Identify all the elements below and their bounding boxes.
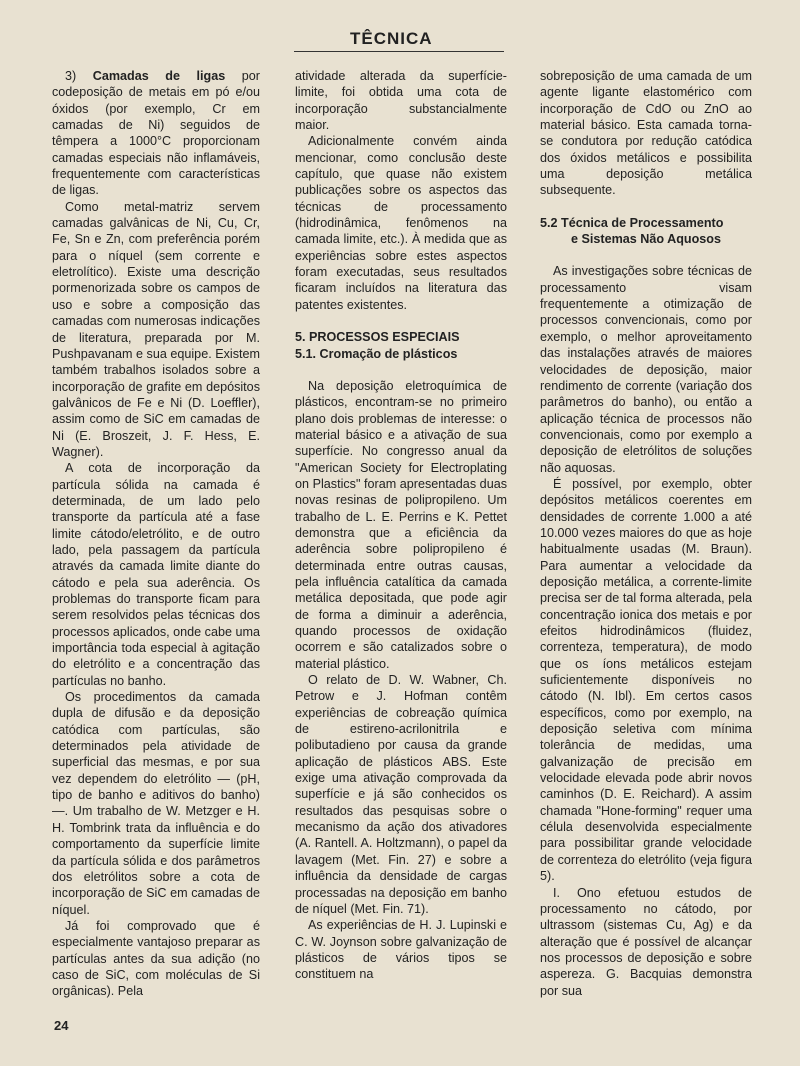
term-camadas-de-ligas: Camadas de ligas [92,69,226,83]
paragraph-relato-wabner: O relato de D. W. Wabner, Ch. Petrow e J. Hofman contêm experiências de cobreação química de estireno-acrilonitrila e polibutadieno por causa da grande aplicação de plásticos ABS. Este exige uma ativação comprovada da superfície e já são conhecidos os resultados das pesquisas sobre o mecanismo da ação dos ativadores (A. Rantell. A. Holtzmann), o papel da lavagem (Met. Fin. 27) e sobre a influência da densidade de cargas processadas na deposição em banho de níquel (Met. Fin. 71). [295,673,507,916]
paragraph-continuation: sobreposição de uma camada de um agente ligante elastomérico com incorporação de CdO ou ZnO ao material básico. Esta camada torna-se condutora por redução catódica dos óxidos metálicos e possibilita uma deposição metálica subsequente. [540,69,752,198]
spacer [295,313,507,329]
paragraph-ligas-text: por codeposição de metais em pó e/ou óxidos (por exemplo, Cr em camadas de Ni) seguidos de têmpera a 1000°C proporcionam camadas especiais não inflamáveis, frequentemente com características de ligas. [52,69,260,198]
paragraph-procedimentos: Os procedimentos da camada dupla de difusão e da deposição catódica com partículas, são determinados pela atividade de superficial das mesmas, e por sua vez dependem do eletrólito — (pH, tipo de banho e aditivos do banho) —. Um trabalho de W. Metzger e H. H. Tombrink trata da influência e do comportamento da superfície limite da partícula sólida e dos parâmetros dos eletrólitos sobre a cota de incorporação de SiC em camadas de níquel. [52,690,260,917]
column-1 [52,68,260,1000]
spacer [540,199,752,215]
paragraph-ligas [52,68,260,199]
paragraph-investigacoes: As investigações sobre técnicas de processamento visam frequentemente a otimização de processos convencionais, como por exemplo, o melhor aproveitamento das instalações através de maiores velocidades de deposição, maior rendimento de corrente (variação dos parâmetros do banho), ou então a aplicação técnica de processos não convencionais, como por exemplo a deposição de eletrólitos de soluções não aquosas. [540,264,752,475]
header-rule [294,51,504,52]
paragraph-adicionalmente: Adicionalmente convém ainda mencionar, como conclusão deste capítulo, que quase não existem publicações sobre os aspectos das técnicas de processamento (hidrodinâmica, fenômenos na camada limite, etc.). À medida que as experiências sobre estes aspectos foram executadas, seus resultados ficaram incluídos na literatura das patentes existentes. [295,134,507,312]
paragraph-ono: I. Ono efetuou estudos de processamento no cátodo, por ultrassom (sistemas Cu, Ag) e da alteração que é possível de alcançar nos processos de deposição e sobre aspereza. G. Bacquias demonstra por sua [540,885,752,998]
paragraph-lupinski: As experiências de H. J. Lupinski e C. W. Joynson sobre galvanização de plásticos de vários tipos se constituem na [295,918,507,982]
subsection-heading-sistemas-nao-aquosos: e Sistemas Não Aquosos [570,232,721,247]
paragraph-continuation: atividade alterada da superfície-limite, foi obtida uma cota de incorporação substancialmente maior. [295,69,507,133]
subsection-heading-cromacao: 5.1. Cromação de plásticos [295,346,458,361]
section-title: TÊCNICA [350,29,433,48]
column-2 [295,68,507,983]
paragraph-deposicao-plasticos: Na deposição eletroquímica de plásticos, encontram-se no primeiro plano dois problemas de interesse: o material básico e a ativação de sua superfície. No congresso anual da "American Society for Electroplating on Plastics" foram apresentadas duas novas resinas de polipropileno. Um trabalho de L. E. Perrins e K. Pettet demonstra que a eficiência da aderência sobre polipropileno é determinada entre outras causas, pela influência catalítica da camada metálica depositada, que pode agir de forma a diminuir a aderência, quando processos de oxidação ocorrem e são catalizados sobre o material plástico. [295,378,507,671]
list-marker: 3) [65,69,93,83]
paragraph-e-possivel: É possível, por exemplo, obter depósitos metálicos coerentes em densidades de corrente 1.000 a até 10.000 vezes maiores do que as hoje habitualmente usadas (M. Braun). Para aumentar a velocidade da deposição metálica, a corrente-limite precisa ser de tal forma alterada, pela concentração ionica dos metais e por efeitos hidrodinâmicos (fluidez, correnteza, temperatura), de modo que os íons metálicos estejam suficientemente disponíveis no cátodo (N. Ibl). Em certos casos específicos, como por exemplo, na deposição seletiva com mínima tolerância de medidas, uma galvanização de precisão em velocidade elevada pode abrir novos caminhos (D. E. Reichard). A assim chamada "Hone-forming" requer uma célula desenvolvida especialmente para possibilitar grande velocidade de correnteza do eletrólito (veja figura 5). [540,476,752,884]
paragraph-cota-incorporacao: A cota de incorporação da partícula sólida na camada é determinada, de um lado pelo transporte da partícula até a fase limite cátodo/eletrólito, e de outro lado, pela passagem da partícula através da camada limite diante do cátodo e pela sua aderência. Os problemas do transporte ficam para serem resolvidos pelas técnicas dos processos aplicados, onde cabe uma importância toda especial à agitação do eletrólito e a concentração das partículas no banho. [52,461,260,688]
section-heading-processos-especiais: 5. PROCESSOS ESPECIAIS [295,330,460,345]
spacer [540,247,752,263]
page-number: 24 [54,1018,69,1033]
paragraph-ja-foi: Já foi comprovado que é especialmente vantajoso preparar as partículas antes da sua adição (no caso de SiC, com moléculas de Si orgânicas). Pela [52,918,260,999]
column-3 [540,68,752,999]
subsection-heading-tecnica-processamento: 5.2 Técnica de Processamento [540,215,724,230]
paragraph-metal-matriz: Como metal-matriz servem camadas galvânicas de Ni, Cu, Cr, Fe, Sn e Zn, com preferência porém para o níquel (sem corrente e eletrolítico). Existe uma descrição pormenorizada sobre os campos de uso e sobre a composição das camadas com numerosas indicações de literatura, preparada por M. Pushpavanam e sua equipe. Existem também trabalhos isolados sobre a incorporação de grafite em depósitos galvânicos de Fe e Ni (D. Loeffler), assim como de SiC em camadas de Ni (E. Broszeit, J. F. Hess, E. Wagner). [52,199,260,459]
spacer [295,362,507,378]
